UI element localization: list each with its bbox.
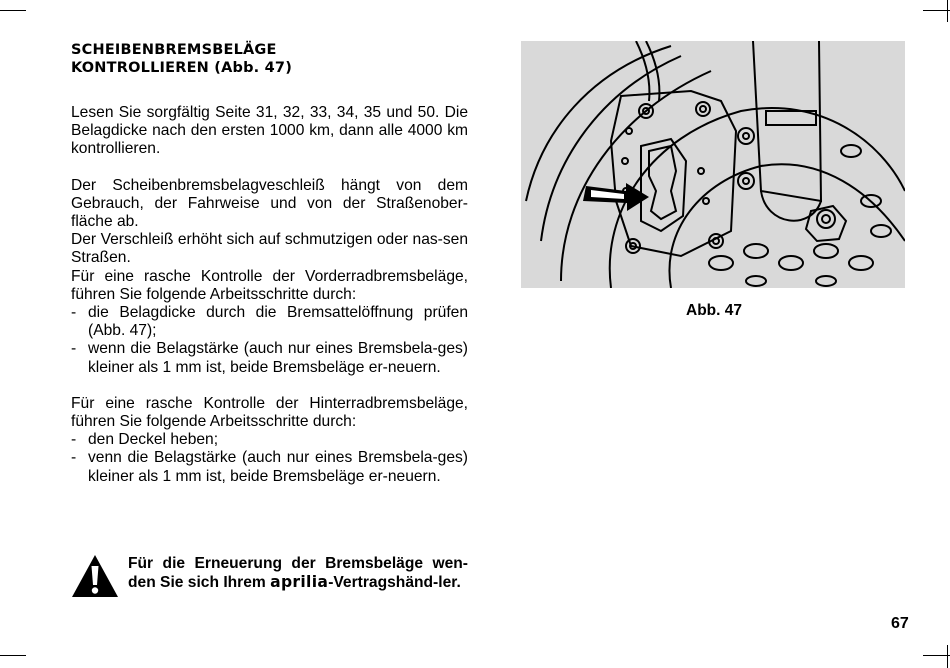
list-marker: -: [71, 449, 77, 467]
list-item: [71, 340, 468, 376]
list-item: [71, 431, 468, 449]
crop-mark: [0, 10, 26, 11]
paragraph: Für eine rasche Kontrolle der Hinterradbremsbeläge, führen Sie folgende Arbeitsschritte durch:: [71, 394, 468, 431]
list-item-text: die Belagdicke durch die Bremsattelöffnung prüfen (Abb. 47);: [88, 304, 468, 340]
list-item-text: den Deckel heben;: [88, 431, 219, 449]
brand-name: aprilia: [270, 573, 329, 592]
list-item-text: venn die Belagstärke (auch nur eines Bremsbela-ges) kleiner als 1 mm ist, beide Bremsbeläge er-neuern.: [88, 449, 468, 485]
brake-caliper-illustration: [521, 41, 905, 288]
crop-mark: [923, 10, 950, 11]
list-item: [71, 304, 468, 340]
page-number: 67: [891, 615, 909, 632]
list-marker: -: [71, 431, 77, 449]
figure-drawing: [521, 41, 905, 288]
crop-mark: [947, 645, 948, 668]
paragraph: Der Verschleiß erhöht sich auf schmutzigen oder nas-sen Straßen.: [71, 231, 468, 267]
list-marker: -: [71, 340, 77, 358]
paragraph: Lesen Sie sorgfältig Seite 31, 32, 33, 34, 35 und 50. Die Belagdicke nach den ersten 1000 km, dann alle 4000 km kontrollieren.: [71, 104, 468, 158]
crop-mark: [947, 0, 948, 22]
heading-line: SCHEIBENBREMSBELÄGE: [71, 42, 277, 58]
paragraph: Für eine rasche Kontrolle der Vorderradbremsbeläge, führen Sie folgende Arbeitsschritte durch:: [71, 267, 468, 303]
crop-mark: [0, 655, 26, 656]
list-item: [71, 449, 468, 485]
body-text: [71, 104, 468, 486]
figure-caption: Abb. 47: [686, 302, 742, 319]
list-item-text: wenn die Belagstärke (auch nur eines Bremsbela-ges) kleiner als 1 mm ist, beide Bremsbeläge er-neuern.: [88, 340, 468, 376]
heading-line: KONTROLLIEREN (Abb. 47): [71, 60, 293, 76]
crop-mark: [923, 655, 950, 656]
paragraph: Der Scheibenbremsbelagveschleiß hängt von dem Gebrauch, der Fahrweise und von der Straßenober-fläche ab.: [71, 176, 468, 231]
section-heading: [71, 41, 331, 77]
list-marker: -: [71, 304, 77, 322]
warning-triangle-icon: [71, 554, 119, 598]
warning-text: Für die Erneuerung der Bremsbeläge wen-den Sie sich Ihrem aprilia-Vertragshänd-ler.: [128, 555, 468, 592]
